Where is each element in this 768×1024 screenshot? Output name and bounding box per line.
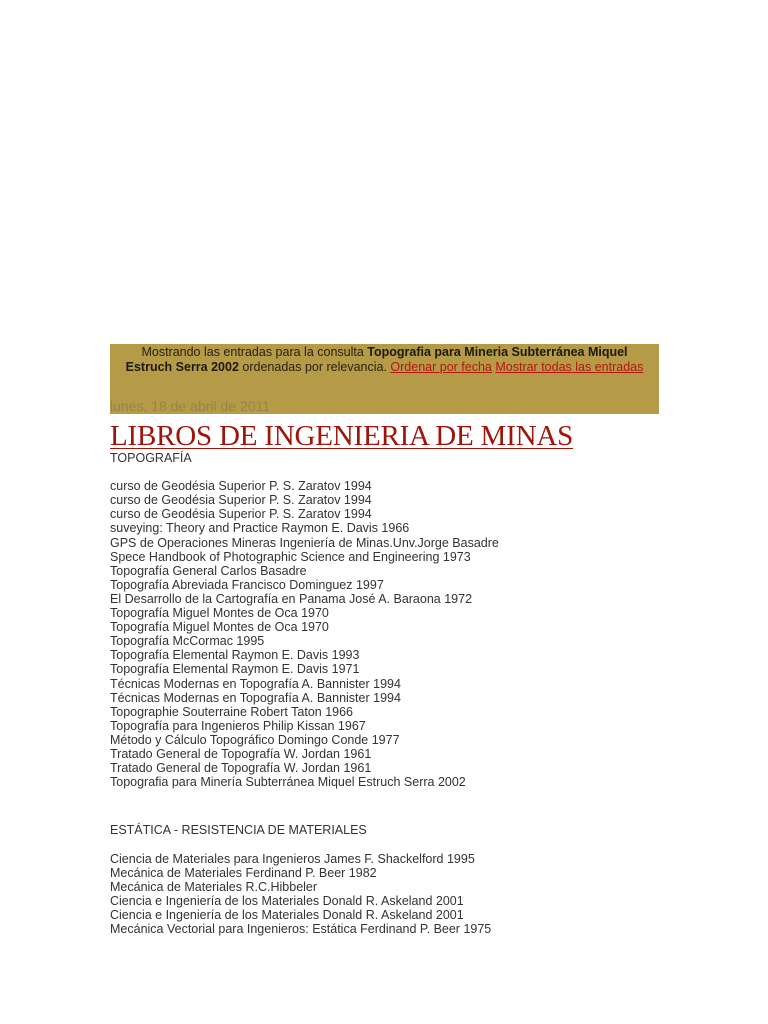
show-all-entries-link[interactable]: Mostrar todas las entradas [495,359,644,374]
book-entry: suveying: Theory and Practice Raymon E. Davis 1966 [110,521,410,536]
book-entry: curso de Geodésia Superior P. S. Zaratov 1994 [110,507,372,522]
post-body [110,451,670,936]
book-entry: Ciencia e Ingeniería de los Materiales Donald R. Askeland 2001 [110,893,464,908]
book-entry: Topografía para Ingenieros Philip Kissan 1967 [110,718,366,733]
book-list-estatica [110,852,670,937]
search-query: Topografia para Mineria Subterránea Miquel Estruch Serra 2002 [125,345,628,374]
book-entry: Topografía General Carlos Basadre [110,563,307,578]
book-entry: Topografía Abreviada Francisco Dominguez 1997 [110,577,384,592]
book-entry: Topografia para Minería Subterránea Miquel Estruch Serra 2002 [110,775,466,790]
book-entry: El Desarrollo de la Cartografía en Panama José A. Baraona 1972 [110,591,473,606]
book-entry: Mecánica de Materiales Ferdinand P. Beer 1982 [110,865,377,880]
book-list-topografia [110,479,670,789]
book-entry: Topografía Elemental Raymon E. Davis 1993 [110,648,360,663]
book-entry: Técnicas Modernas en Topografía A. Bannister 1994 [110,690,401,705]
book-entry: GPS de Operaciones Mineras Ingeniería de Minas.Unv.Jorge Basadre [110,535,499,550]
spacer [110,465,670,479]
section-heading-estatica: ESTÁTICA - RESISTENCIA DE MATERIALES [110,823,367,838]
book-entry: Mecánica de Materiales R.C.Hibbeler [110,879,318,894]
book-entry: Mecánica Vectorial para Ingenieros: Estática Ferdinand P. Beer 1975 [110,922,492,936]
spacer [110,837,670,851]
post-date: lunes, 18 de abril de 2011 [110,398,271,414]
book-entry: Método y Cálculo Topográfico Domingo Conde 1977 [110,732,400,747]
book-entry: Topographie Souterraine Robert Taton 1966 [110,704,353,719]
book-entry: Ciencia de Materiales para Ingenieros James F. Shackelford 1995 [110,851,475,866]
book-entry: Ciencia e Ingeniería de los Materiales Donald R. Askeland 2001 [110,907,464,922]
book-entry: Tratado General de Topografía W. Jordan 1961 [110,746,372,761]
book-entry: Tratado General de Topografía W. Jordan 1961 [110,761,372,776]
book-entry: curso de Geodésia Superior P. S. Zaratov 1994 [110,479,372,494]
book-entry: Topografía Miguel Montes de Oca 1970 [110,620,329,635]
book-entry: Topografía Elemental Raymon E. Davis 1971 [110,662,360,677]
search-status-suffix: ordenadas por relevancia. [242,359,387,374]
book-entry: Spece Handbook of Photographic Science and Engineering 1973 [110,549,471,564]
spacer [110,789,670,803]
book-entry: Topografía Miguel Montes de Oca 1970 [110,606,329,621]
book-entry: Topografía McCormac 1995 [110,634,265,649]
post-title-link[interactable]: LIBROS DE INGENIERIA DE MINAS [110,420,574,452]
sort-by-date-link[interactable]: Ordenar por fecha [390,359,492,374]
section-heading-topografia: TOPOGRAFÍA [110,451,192,465]
book-entry: curso de Geodésia Superior P. S. Zaratov 1994 [110,493,372,508]
book-entry: Técnicas Modernas en Topografía A. Bannister 1994 [110,676,401,691]
search-status-prefix: Mostrando las entradas para la consulta [141,345,364,359]
spacer [110,803,670,823]
